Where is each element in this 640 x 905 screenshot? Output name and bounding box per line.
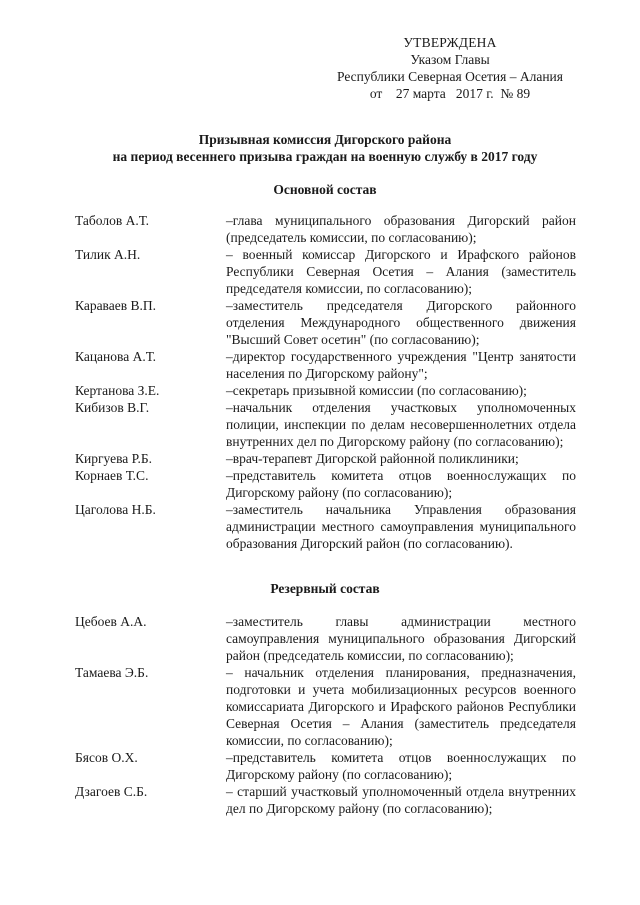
- member-role: – военный комиссар Дигорского и Ирафского районов Республики Северная Осетия – Алания (заместитель председателя комиссии, по согласованию);: [226, 247, 576, 296]
- member-name: Корнаев Т.С.: [75, 468, 149, 483]
- member-role: –представитель комитета отцов военнослужащих по Дигорскому району (по согласованию);: [226, 468, 576, 500]
- member-row: [0, 246, 640, 297]
- approval-decree: Указом Главы: [410, 52, 490, 67]
- member-row: [0, 749, 640, 783]
- member-name: Дзагоев С.Б.: [75, 784, 148, 799]
- member-row: [0, 467, 640, 501]
- member-name: Цаголова Н.Б.: [75, 502, 156, 517]
- member-role: –заместитель начальника Управления образования администрации местного самоуправления муниципального образования Дигорский район (по согласованию).: [226, 502, 576, 551]
- member-row: [0, 450, 640, 467]
- member-row: [0, 613, 640, 664]
- member-role: – начальник отделения планирования, предназначения, подготовки и учета мобилизационных ресурсов военного комиссариата Дигорского и Ирафского районов Республики Северная Осетия – Алания (заместитель председателя комиссии, по согласованию);: [226, 665, 576, 748]
- member-name: Бясов О.Х.: [75, 750, 138, 765]
- member-role: –представитель комитета отцов военнослужащих по Дигорскому району (по согласованию);: [226, 750, 576, 782]
- member-role: –начальник отделения участковых уполномоченных полиции, инспекции по делам несовершеннолетних отдела внутренних дел по Дигорскому району (по согласованию);: [226, 400, 576, 449]
- member-name: Тилик А.Н.: [75, 247, 141, 262]
- member-row: [0, 664, 640, 749]
- member-row: [0, 382, 640, 399]
- member-row: [0, 399, 640, 450]
- member-row: [0, 212, 640, 246]
- member-role: –глава муниципального образования Дигорский район (председатель комиссии, по согласованию);: [226, 213, 576, 245]
- member-name: Тамаева Э.Б.: [75, 665, 149, 680]
- document-subtitle: на период весеннего призыва граждан на военную службу в 2017 году: [112, 149, 538, 164]
- member-role: –директор государственного учреждения "Центр занятости населения по Дигорскому району";: [226, 349, 576, 381]
- member-name: Киргуева Р.Б.: [75, 451, 152, 466]
- document-title: Призывная комиссия Дигорского района: [198, 132, 452, 147]
- member-row: [0, 501, 640, 552]
- member-role: – старший участковый уполномоченный отдела внутренних дел по Дигорскому району (по согласованию);: [226, 784, 576, 816]
- member-role: –заместитель председателя Дигорского районного отделения Международного общественного движения "Высший Совет осетин" (по согласованию);: [226, 298, 576, 347]
- member-role: –заместитель главы администрации местного самоуправления муниципального образования Дигорский район (председатель комиссии, по согласованию);: [226, 614, 576, 663]
- member-row: [0, 297, 640, 348]
- reserve-members-list: [0, 613, 640, 817]
- member-role: –секретарь призывной комиссии (по согласованию);: [226, 383, 527, 398]
- main-composition-heading: Основной состав: [273, 182, 377, 197]
- approval-block: [300, 34, 600, 102]
- member-name: Кибизов В.Г.: [75, 400, 150, 415]
- member-name: Цебоев А.А.: [75, 614, 147, 629]
- member-name: Кертанова З.Е.: [75, 383, 160, 398]
- reserve-composition-heading: Резервный состав: [270, 581, 380, 596]
- main-members-list: [0, 212, 640, 552]
- approval-republic: Республики Северная Осетия – Алания: [337, 69, 563, 84]
- member-name: Караваев В.П.: [75, 298, 156, 313]
- approval-date-number: от 27 марта 2017 г. № 89: [369, 86, 531, 101]
- member-name: Таболов А.Т.: [75, 213, 149, 228]
- member-name: Кацанова А.Т.: [75, 349, 156, 364]
- member-role: –врач-терапевт Дигорской районной поликлиники;: [226, 451, 519, 466]
- member-row: [0, 783, 640, 817]
- member-row: [0, 348, 640, 382]
- approval-status: УТВЕРЖДЕНА: [403, 35, 497, 50]
